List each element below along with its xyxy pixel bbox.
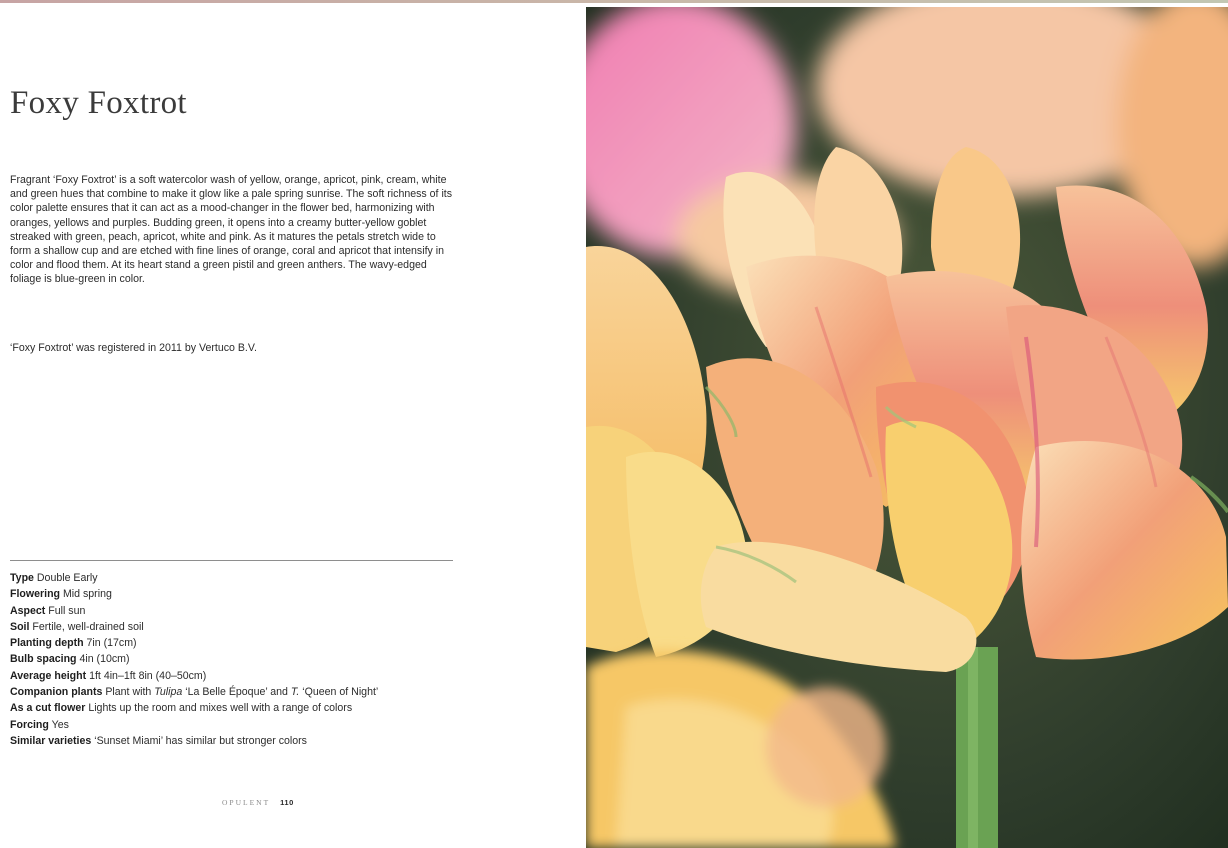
spec-value: Plant with xyxy=(105,686,155,699)
spec-value: Fertile, well-drained soil xyxy=(32,620,144,633)
spec-bulb-spacing xyxy=(10,651,480,667)
main-bloom xyxy=(701,147,1228,672)
spec-value: 7in (17cm) xyxy=(86,637,137,650)
spec-forcing xyxy=(10,717,480,733)
spec-cut-flower xyxy=(10,700,480,716)
spec-italic: Tulipa xyxy=(154,686,183,699)
spec-value: ‘Sunset Miami’ has similar but stronger colors xyxy=(94,734,307,747)
section-name: OPULENT xyxy=(222,798,271,807)
page-number: 110 xyxy=(280,798,294,807)
spec-label: Type xyxy=(10,572,34,584)
spec-planting-depth xyxy=(10,635,480,651)
spec-average-height xyxy=(10,668,480,684)
spec-label: Soil xyxy=(10,620,30,633)
spec-value: Lights up the room and mixes well with a range of colors xyxy=(88,702,353,715)
spec-label: Similar varieties xyxy=(10,734,92,747)
spec-value: 4in (10cm) xyxy=(79,653,130,666)
tulip-photo xyxy=(586,7,1228,848)
spec-label: Aspect xyxy=(10,604,46,617)
spec-label: As a cut flower xyxy=(10,702,86,715)
spec-similar-varieties xyxy=(10,733,480,749)
page-footer xyxy=(222,798,294,807)
spec-list xyxy=(10,570,480,749)
spec-soil xyxy=(10,619,480,635)
spec-label: Average height xyxy=(10,669,87,682)
description-paragraph: Fragrant ‘Foxy Foxtrot’ is a soft watercolor wash of yellow, orange, apricot, pink, cream, white and green hues that combine to make it glow like a pale spring sunrise. The soft richness of its color palette ensures that it can act as a mood-changer in the flower bed, harmonizing with oranges, yellows and purples. Budding green, it opens into a creamy butter-yellow goblet streaked with green, peach, apricot, white and pink. As it matures the petals stretch wide to form a shallow cup and are etched with fine lines of orange, coral and apricot that intensify in color and flood them. At its heart stand a green pistil and green anthers. The wavy-edged foliage is blue-green in color. xyxy=(10,174,453,286)
spec-flowering xyxy=(10,586,480,602)
registration-note: ‘Foxy Foxtrot’ was registered in 2011 by Vertuco B.V. xyxy=(10,342,257,354)
spec-value: Yes xyxy=(51,718,69,731)
spec-value: Double Early xyxy=(36,572,98,584)
text-page xyxy=(0,3,585,848)
page-title: Foxy Foxtrot xyxy=(10,85,187,121)
spec-italic: T. xyxy=(290,686,300,699)
spec-label: Forcing xyxy=(10,718,49,731)
spec-label: Flowering xyxy=(10,588,61,601)
spec-value: ‘Queen of Night’ xyxy=(299,686,379,699)
spec-label: Bulb spacing xyxy=(10,653,77,666)
spec-value: ‘La Belle Époque’ and xyxy=(182,686,291,699)
spec-value: Full sun xyxy=(48,604,86,617)
spec-value: Mid spring xyxy=(62,588,112,601)
spec-companion-plants xyxy=(10,684,480,700)
spec-value: 1ft 4in–1ft 8in (40–50cm) xyxy=(89,669,207,682)
divider-rule xyxy=(10,560,453,561)
spec-type xyxy=(10,570,480,586)
spec-label: Companion plants xyxy=(10,686,103,699)
spec-label: Planting depth xyxy=(10,637,84,650)
spec-aspect xyxy=(10,603,480,619)
tulip-illustration xyxy=(586,7,1228,848)
